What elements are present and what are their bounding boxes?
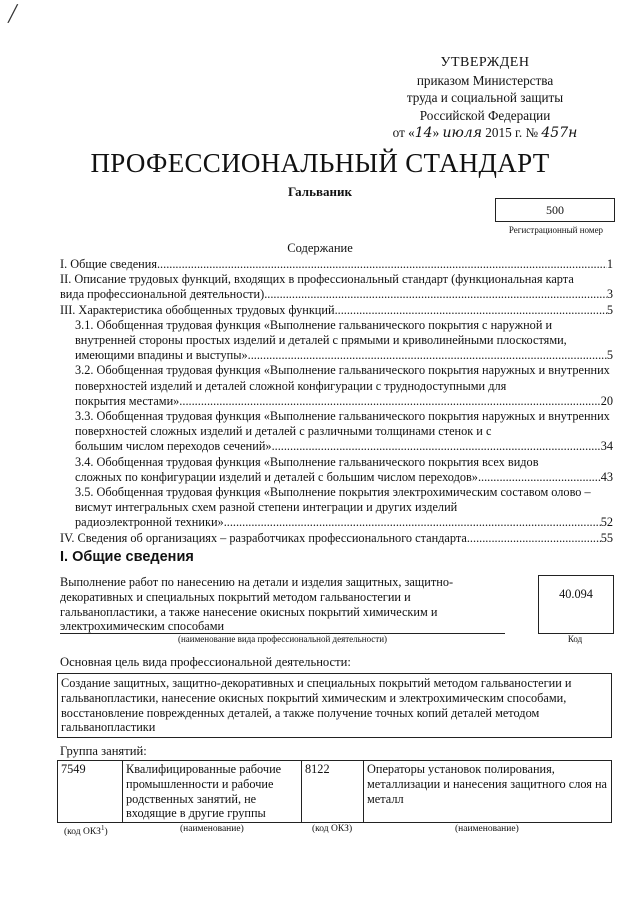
approval-line2: труда и социальной защиты — [406, 90, 564, 105]
toc-entry-text: 3.1. Обобщенная трудовая функция «Выполнение гальванического покрытия с наружной и внутренней стороны простых изделий и деталей с прямыми и криволинейными плоскостями, — [75, 317, 567, 348]
toc-entry-text: IV. Сведения об организациях – разработчиках профессионального стандарта — [60, 530, 467, 545]
toc-entry-3-3[interactable] — [60, 409, 613, 455]
toc-entry-text-end: радиоэлектронной техники» — [75, 515, 224, 530]
goal-label: Основная цель вида профессиональной деятельности: — [60, 655, 351, 669]
toc-entry-3-2[interactable] — [60, 363, 613, 409]
okz-code-2: 8122 — [302, 761, 364, 823]
toc-entry-text: 3.3. Обобщенная трудовая функция «Выполнение гальванического покрытия наружных и внутренних поверхностей сложных изделий и деталей с различными толщинами стенок и с — [75, 409, 610, 439]
toc-leader — [248, 348, 607, 363]
toc-leader — [264, 287, 607, 302]
approval-title: УТВЕРЖДЕН — [440, 55, 530, 70]
toc-page: 52 — [600, 515, 613, 530]
toc-entry-text: 3.5. Обобщенная трудовая функция «Выполнение покрытия электрохимическим составом олово – висмут интегральных схем разной степени интеграции и других изделий — [75, 485, 591, 515]
table-of-contents — [60, 257, 613, 546]
caption-name-2: (наименование) — [455, 824, 519, 834]
toc-entry-text: 3.2. Обобщенная трудовая функция «Выполнение гальванического покрытия наружных и внутренних поверхностей изделий и деталей сложной конфигурации с труднодоступными для — [75, 363, 610, 393]
toc-leader — [335, 303, 607, 318]
toc-entry-text: I. Общие сведения — [60, 257, 157, 271]
table-row — [58, 761, 612, 823]
caption-okz-2: (код ОКЗ) — [312, 824, 353, 834]
toc-entry-text-end: имеющими впадины и выступы» — [75, 348, 248, 363]
toc-entry-1[interactable] — [60, 257, 613, 272]
activity-caption: (наименование вида профессиональной деятельности) — [177, 634, 388, 644]
toc-entry-4[interactable] — [60, 531, 613, 546]
activity-code: 40.094 — [538, 575, 614, 634]
caption-name-1: (наименование) — [180, 824, 244, 834]
date-year: 2015 г. № — [482, 125, 542, 140]
toc-page: 3 — [606, 287, 613, 302]
toc-page: 5 — [606, 302, 613, 317]
date-mid: » — [432, 125, 443, 140]
document-subtitle: Гальваник — [288, 184, 352, 199]
toc-entry-3-4[interactable] — [60, 455, 613, 485]
caption-okz-1-end: ) — [104, 827, 108, 838]
toc-leader — [272, 439, 601, 454]
toc-page: 1 — [606, 257, 613, 271]
toc-leader — [478, 470, 601, 485]
section-heading: I. Общие сведения — [60, 549, 194, 565]
toc-entry-text: 3.4. Обобщенная трудовая функция «Выполнение гальванического покрытия всех видов — [75, 454, 539, 469]
toc-entry-text: II. Описание трудовых функций, входящих в профессиональный стандарт (функциональная карта — [60, 272, 574, 287]
code-caption: Код — [567, 634, 583, 644]
okz-name-1: Квалифицированные рабочие промышленности и рабочие родственных занятий, не входящие в другие группы — [123, 761, 302, 823]
approval-date — [370, 124, 600, 143]
approval-line1: приказом Министерства — [416, 72, 554, 88]
toc-leader — [224, 515, 601, 530]
okz-name-2: Операторы установок полирования, металлизации и нанесения защитного слоя на металл — [364, 761, 612, 823]
caption-okz-1 — [64, 824, 108, 837]
group-label: Группа занятий: — [60, 744, 147, 758]
activity-name: Выполнение работ по нанесению на детали и изделия защитных, защитно-декоративных и специальных покрытий методом гальваностегии и гальванопластики, а также нанесение окисных покрытий химическим и электрохимическим способами — [60, 575, 454, 634]
footnote-mark: 1 — [100, 824, 105, 832]
occupation-group-table — [57, 760, 612, 823]
toc-page: 5 — [606, 348, 613, 363]
registration-caption: Регистрационный номер — [508, 225, 604, 235]
toc-page: 55 — [600, 530, 613, 545]
toc-entry-3-1[interactable] — [60, 318, 613, 364]
toc-leader — [179, 394, 600, 409]
scan-mark-top: ╱ — [8, 6, 18, 23]
toc-entry-2[interactable] — [60, 272, 613, 302]
okz-code-1: 7549 — [58, 761, 123, 823]
goal-text: Создание защитных, защитно-декоративных и специальных покрытий методом гальваностегии и гальванопластики, нанесение окисных покрытий химическим и электрохимическим способами, восстановление поврежденных деталей, а также получение точных копий деталей методом гальванопластики — [57, 673, 612, 738]
toc-page: 43 — [600, 469, 613, 484]
date-prefix: от « — [392, 125, 415, 140]
approval-line3: Российской Федерации — [419, 107, 551, 123]
toc-entry-text-end: вида профессиональной деятельности) — [60, 287, 265, 302]
toc-page: 34 — [600, 439, 613, 454]
toc-leader — [157, 257, 607, 272]
approval-month: июля — [442, 125, 482, 141]
caption-okz-1-text: (код ОКЗ — [64, 827, 101, 838]
toc-entry-text: III. Характеристика обобщенных трудовых функций — [60, 302, 335, 317]
registration-number: 500 — [495, 198, 615, 222]
toc-page: 20 — [600, 393, 613, 408]
toc-entry-3[interactable] — [60, 303, 613, 318]
toc-entry-3-5[interactable] — [60, 485, 613, 531]
toc-entry-text-end: большим числом переходов сечений» — [75, 439, 272, 454]
document-title: ПРОФЕССИОНАЛЬНЫЙ СТАНДАРТ — [90, 148, 550, 178]
toc-entry-text-end: покрытия местами» — [75, 393, 180, 408]
approval-block — [370, 54, 600, 143]
toc-heading: Содержание — [287, 241, 353, 255]
toc-entry-text-end: сложных по конфигурации изделий и деталей с большим числом переходов» — [75, 469, 478, 484]
toc-leader — [467, 531, 601, 546]
approval-number: 457н — [541, 125, 578, 141]
approval-day: 14 — [414, 125, 433, 141]
